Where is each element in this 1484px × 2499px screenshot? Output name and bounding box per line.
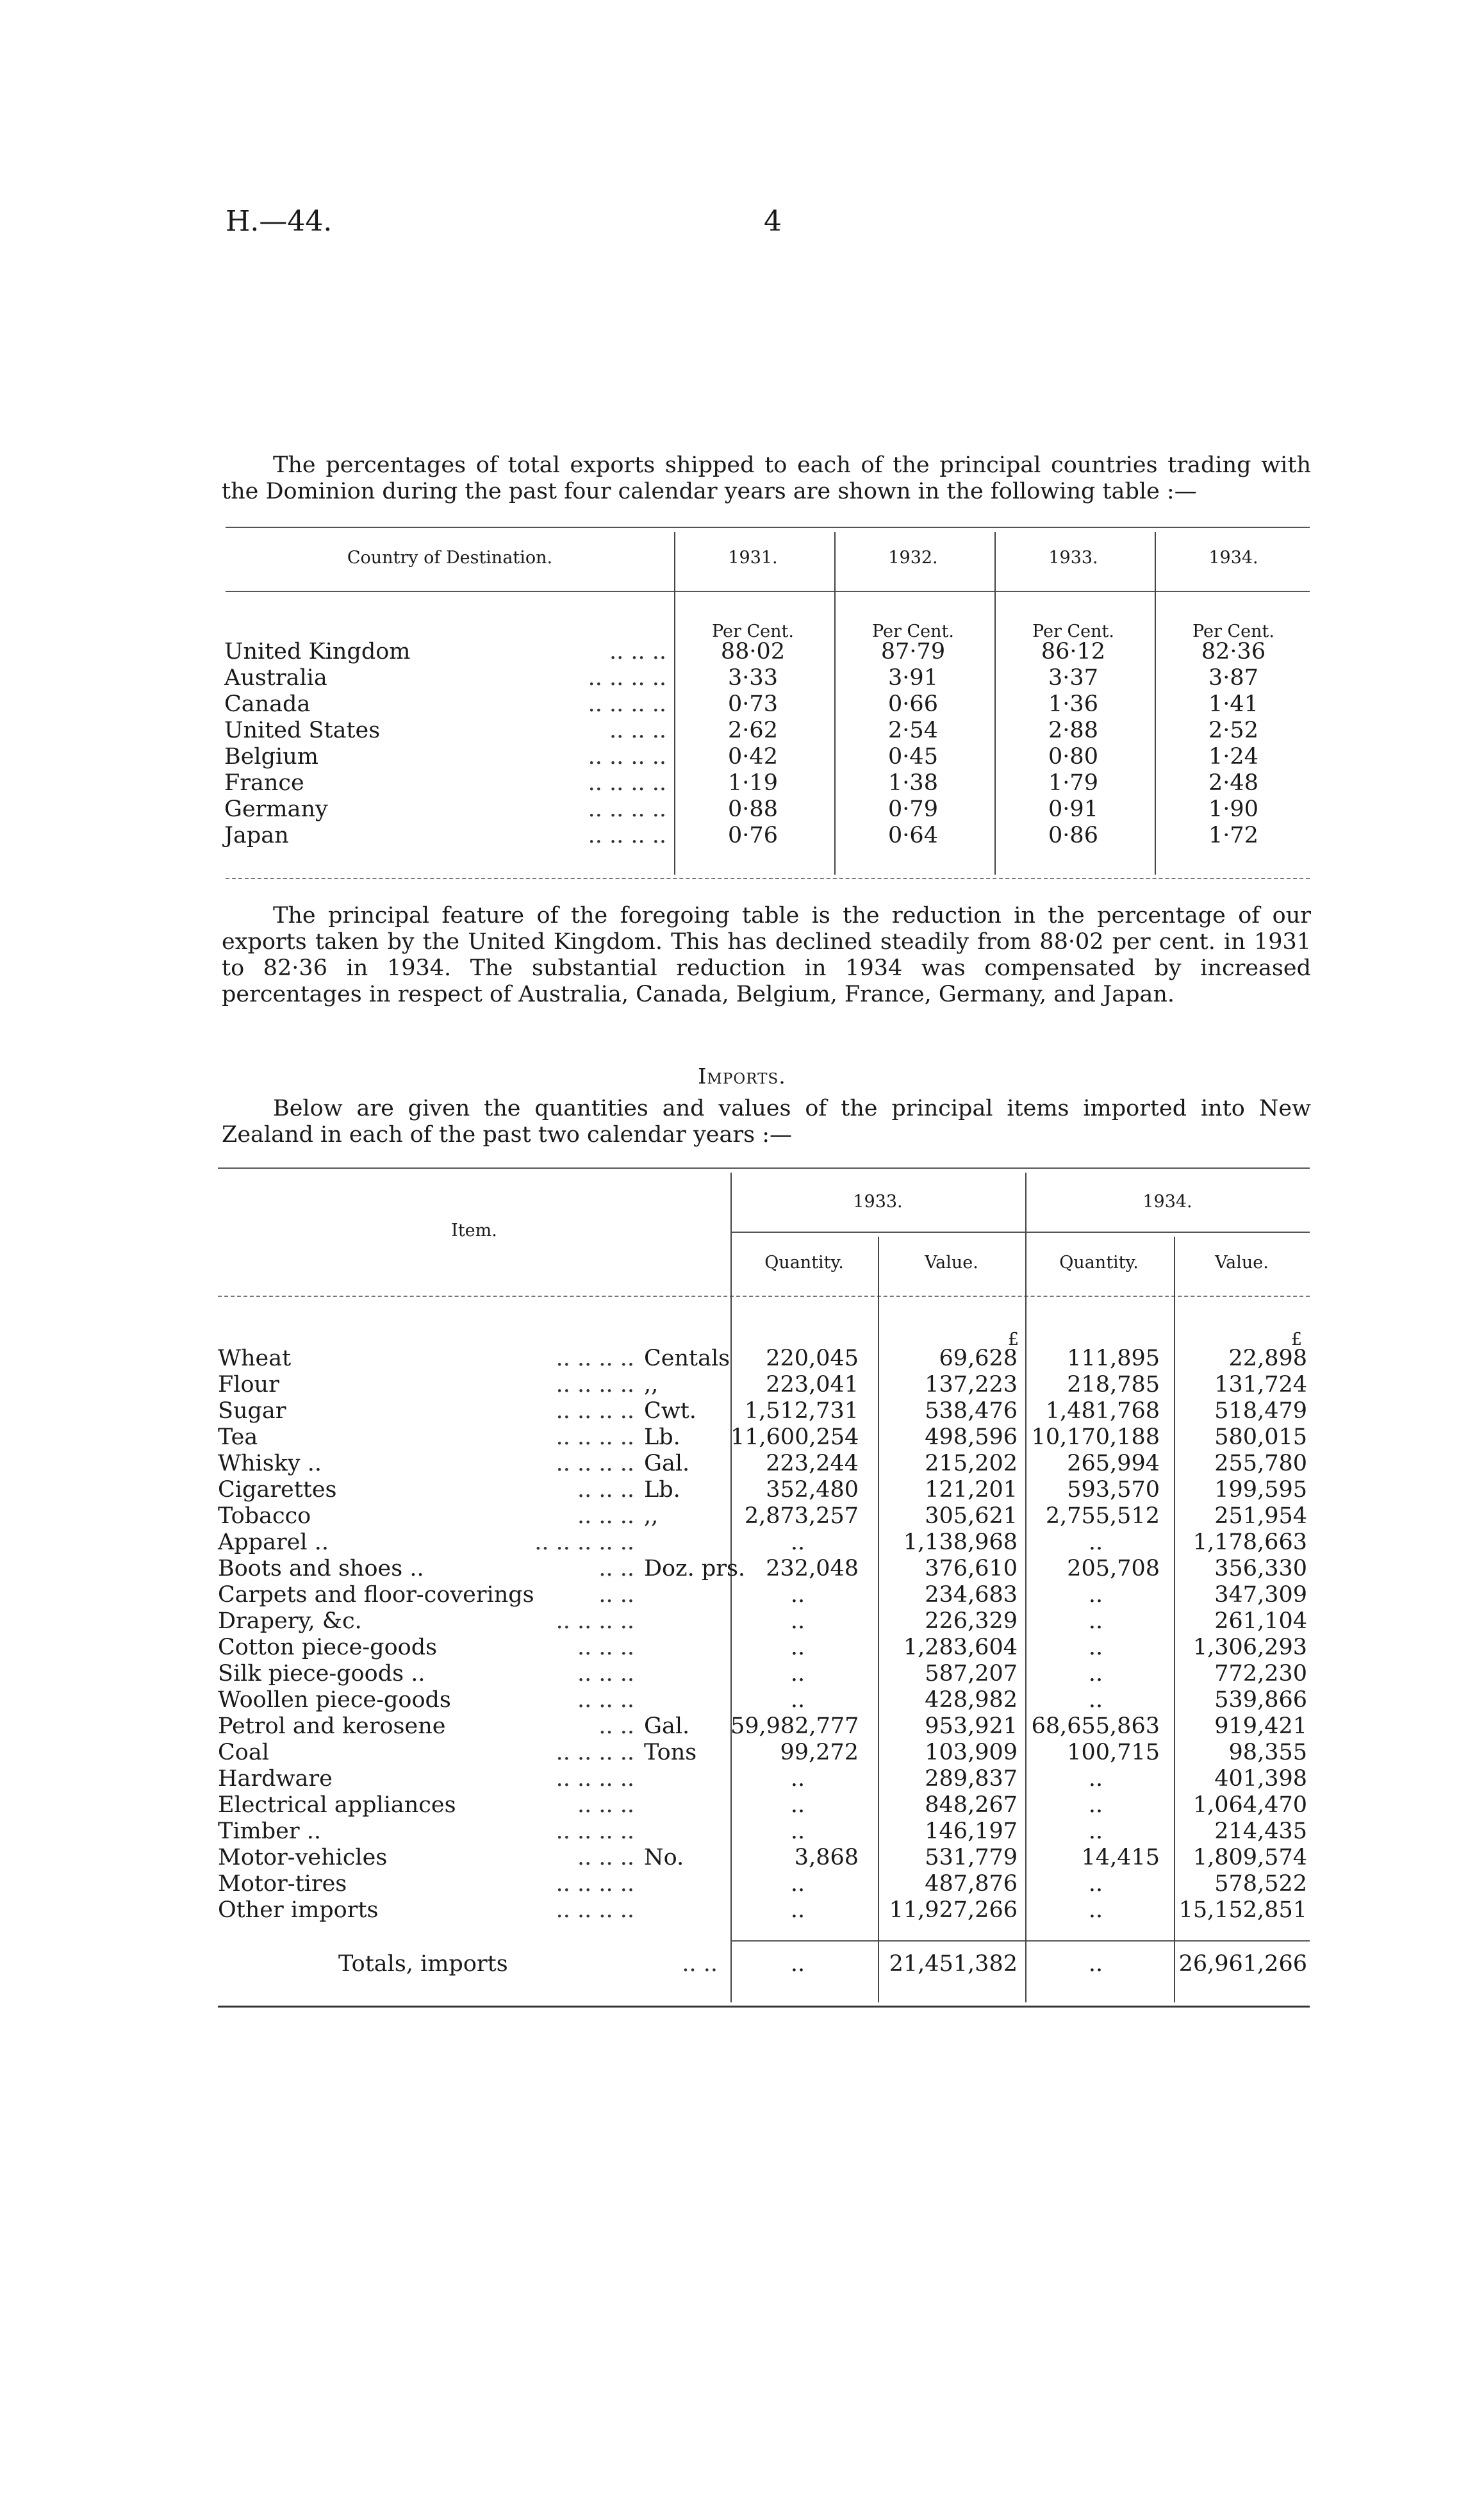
percentage-value: 0·73 (728, 691, 778, 717)
leader-dots: .. .. .. (577, 1687, 634, 1713)
percentage-value: 1·90 (1208, 796, 1258, 822)
import-q34-value: 100,715 (1067, 1740, 1160, 1765)
import-unit: Doz. prs. (644, 1556, 746, 1581)
import-unit: Lb. (644, 1477, 680, 1503)
percentage-value: 1·41 (1208, 691, 1258, 717)
import-q33-value: 11,600,254 (730, 1424, 859, 1450)
import-q34-value: 1,481,768 (1045, 1398, 1160, 1424)
import-v33-value: 11,927,266 (889, 1897, 1018, 1923)
leader-dots: .. .. .. .. (588, 691, 666, 717)
leader-dots: .. .. .. (609, 718, 666, 743)
import-q33-value: .. (790, 1766, 805, 1792)
imports-intro-text: Below are given the quantities and values of the principal items imported into New Zealand in each of the past two calendar years :— (222, 1096, 1311, 1148)
currency-symbol: £ (1290, 1330, 1302, 1349)
imports-table-top-rule (218, 1167, 1310, 1169)
import-q34-value: .. (1088, 1582, 1103, 1608)
country-name: Belgium (224, 744, 318, 770)
import-v34-value: 356,330 (1214, 1556, 1307, 1581)
import-item-name: Hardware (218, 1766, 333, 1792)
leader-dots: .. .. .. .. (556, 1871, 634, 1897)
import-q34-value: 14,415 (1081, 1845, 1160, 1870)
import-q33-value: 59,982,777 (730, 1713, 859, 1739)
totals-v33-value: 21,451,382 (889, 1951, 1018, 1977)
value-column-header: Value. (1215, 1253, 1269, 1273)
exports-analysis-text: The principal feature of the foregoing table is the reduction in the percentage of our exports taken by the United Kingdom. This has declined steadily from 88·02 per cent. in 1931 to 82·36 in 1934. The substantial reduction in 1934 was compensated by increased percentages in respect of Australia, Canada, Belgium, France, Germany, and Japan. (222, 903, 1311, 1007)
per-cent-unit-label: Per Cent. (1192, 622, 1274, 641)
import-v34-value: 919,421 (1214, 1713, 1307, 1739)
imports-totals-top-rule (730, 1940, 1310, 1942)
country-name: Canada (224, 691, 311, 717)
leader-dots: .. .. .. (577, 1661, 634, 1687)
leader-dots: .. .. .. .. (588, 770, 666, 796)
import-unit: Centals (644, 1346, 730, 1371)
import-v33-value: 69,628 (939, 1346, 1018, 1371)
import-v33-value: 848,267 (925, 1792, 1018, 1818)
currency-symbol: £ (1007, 1330, 1019, 1349)
quantity-column-header: Quantity. (1059, 1253, 1139, 1273)
leader-dots: .. .. (598, 1713, 634, 1739)
leader-dots: .. .. .. .. (588, 823, 666, 848)
import-v33-value: 531,779 (925, 1845, 1018, 1870)
import-q33-value: 1,512,731 (744, 1398, 859, 1424)
import-q33-value: .. (790, 1635, 805, 1660)
import-q33-value: .. (790, 1792, 805, 1818)
import-item-name: Flour (218, 1372, 279, 1398)
import-item-name: Coal (218, 1740, 269, 1765)
per-cent-unit-label: Per Cent. (872, 622, 954, 641)
year-column-header: 1931. (728, 548, 778, 568)
import-q33-value: .. (790, 1530, 805, 1555)
import-v33-value: 226,329 (925, 1608, 1018, 1634)
import-v33-value: 376,610 (925, 1556, 1018, 1581)
leader-dots: .. .. .. (577, 1792, 634, 1818)
import-q33-value: 99,272 (780, 1740, 859, 1765)
year-1933-header: 1933. (853, 1192, 903, 1212)
exports-analysis-paragraph (222, 903, 1311, 1008)
percentage-value: 2·54 (888, 718, 938, 743)
percentage-value: 87·79 (880, 639, 946, 664)
import-item-name: Woollen piece-goods (218, 1687, 451, 1713)
value-column-header: Value. (925, 1253, 978, 1273)
import-unit: ,, (644, 1372, 659, 1398)
import-unit: No. (644, 1845, 684, 1870)
import-q34-value: .. (1088, 1819, 1103, 1844)
exports-table-header-rule (226, 591, 1310, 592)
import-v34-value: 255,780 (1214, 1451, 1307, 1476)
import-q33-value: 232,048 (766, 1556, 859, 1581)
leader-dots: .. .. .. .. (556, 1346, 634, 1371)
import-q34-value: 265,994 (1067, 1451, 1160, 1476)
percentage-value: 3·33 (728, 665, 778, 691)
import-unit: Lb. (644, 1424, 680, 1450)
import-v34-value: 1,178,663 (1192, 1530, 1307, 1555)
import-v33-value: 428,982 (925, 1687, 1018, 1713)
import-q34-value: 593,570 (1067, 1477, 1160, 1503)
totals-v34-value: 26,961,266 (1178, 1951, 1307, 1977)
import-v34-value: 98,355 (1228, 1740, 1307, 1765)
import-q34-value: 111,895 (1067, 1346, 1160, 1371)
import-item-name: Electrical appliances (218, 1792, 456, 1818)
percentage-value: 0·79 (888, 796, 938, 822)
import-v34-value: 199,595 (1214, 1477, 1307, 1503)
import-v33-value: 305,621 (925, 1503, 1018, 1529)
leader-dots: .. .. (598, 1556, 634, 1581)
percentage-value: 2·62 (728, 718, 778, 743)
import-unit: ,, (644, 1503, 659, 1529)
leader-dots: .. .. .. .. (556, 1608, 634, 1634)
imports-table-bottom-rule (218, 2006, 1310, 2008)
percentage-value: 2·52 (1208, 718, 1258, 743)
import-v34-value: 214,435 (1214, 1819, 1307, 1844)
leader-dots: .. .. .. .. (588, 744, 666, 770)
import-v33-value: 121,201 (925, 1477, 1018, 1503)
percentage-value: 1·36 (1048, 691, 1098, 717)
import-q33-value: .. (790, 1608, 805, 1634)
import-v34-value: 539,866 (1214, 1687, 1307, 1713)
import-v34-value: 578,522 (1214, 1871, 1307, 1897)
import-item-name: Boots and shoes .. (218, 1556, 424, 1581)
leader-dots: .. .. .. .. (556, 1897, 634, 1923)
import-q34-value: .. (1088, 1897, 1103, 1923)
import-q33-value: .. (790, 1871, 805, 1897)
percentage-value: 1·72 (1208, 823, 1258, 848)
import-item-name: Tobacco (218, 1503, 311, 1529)
import-q34-value: .. (1088, 1608, 1103, 1634)
import-item-name: Cotton piece-goods (218, 1635, 438, 1660)
leader-dots: .. .. (682, 1951, 718, 1977)
percentage-value: 0·42 (728, 744, 778, 770)
import-q34-value: .. (1088, 1661, 1103, 1687)
import-item-name: Other imports (218, 1897, 379, 1923)
leader-dots: .. .. .. .. (556, 1398, 634, 1424)
year-1934-header: 1934. (1142, 1192, 1192, 1212)
import-item-name: Whisky .. (218, 1451, 322, 1476)
percentage-value: 82·36 (1201, 639, 1266, 664)
import-v33-value: 538,476 (925, 1398, 1018, 1424)
percentage-value: 1·38 (888, 770, 938, 796)
import-v33-value: 146,197 (925, 1819, 1018, 1844)
percentage-value: 86·12 (1041, 639, 1106, 664)
import-q33-value: .. (790, 1819, 805, 1844)
quantity-column-header: Quantity. (764, 1253, 844, 1273)
import-item-name: Wheat (218, 1346, 292, 1371)
country-column-header: Country of Destination. (347, 548, 553, 568)
import-q33-value: 220,045 (766, 1346, 859, 1371)
imports-header-rule (218, 1296, 1310, 1297)
leader-dots: .. .. .. .. (556, 1424, 634, 1450)
country-name: Japan (224, 823, 289, 848)
import-v34-value: 1,809,574 (1192, 1845, 1307, 1870)
import-item-name: Apparel .. (218, 1530, 329, 1555)
page-number: 4 (764, 205, 782, 238)
import-v34-value: 22,898 (1228, 1346, 1307, 1371)
leader-dots: .. .. .. (577, 1477, 634, 1503)
document-reference: H.—44. (226, 205, 333, 238)
country-name: France (224, 770, 304, 796)
year-column-header: 1934. (1208, 548, 1258, 568)
percentage-value: 3·87 (1208, 665, 1258, 691)
percentage-value: 3·37 (1048, 665, 1098, 691)
import-v34-value: 15,152,851 (1178, 1897, 1307, 1923)
percentage-value: 0·80 (1048, 744, 1098, 770)
import-v34-value: 261,104 (1214, 1608, 1307, 1634)
import-unit: Gal. (644, 1451, 690, 1476)
import-v34-value: 518,479 (1214, 1398, 1307, 1424)
import-v33-value: 953,921 (925, 1713, 1018, 1739)
leader-dots: .. .. .. (577, 1503, 634, 1529)
import-v33-value: 103,909 (925, 1740, 1018, 1765)
leader-dots: .. .. .. (609, 639, 666, 664)
import-q34-value: .. (1088, 1687, 1103, 1713)
totals-q33-value: .. (790, 1951, 805, 1977)
leader-dots: .. .. .. .. (588, 665, 666, 691)
import-v33-value: 137,223 (925, 1372, 1018, 1398)
leader-dots: .. .. .. .. (556, 1451, 634, 1476)
import-v34-value: 772,230 (1214, 1661, 1307, 1687)
import-q33-value: 352,480 (766, 1477, 859, 1503)
import-item-name: Drapery, &c. (218, 1608, 362, 1634)
import-v34-value: 580,015 (1214, 1424, 1307, 1450)
country-name: Germany (224, 796, 328, 822)
percentage-value: 0·88 (728, 796, 778, 822)
import-v34-value: 131,724 (1214, 1372, 1307, 1398)
per-cent-unit-label: Per Cent. (1032, 622, 1114, 641)
percentage-value: 3·91 (888, 665, 938, 691)
year-column-header: 1933. (1048, 548, 1098, 568)
percentage-value: 2·88 (1048, 718, 1098, 743)
percentage-value: 1·19 (728, 770, 778, 796)
import-q34-value: 2,755,512 (1045, 1503, 1160, 1529)
exports-table-top-rule (226, 527, 1310, 528)
leader-dots: .. .. .. .. (588, 796, 666, 822)
percentage-value: 0·91 (1048, 796, 1098, 822)
percentage-value: 0·45 (888, 744, 938, 770)
country-name: United States (224, 718, 381, 743)
leader-dots: .. .. .. .. (556, 1372, 634, 1398)
country-name: Australia (224, 665, 327, 691)
import-q33-value: .. (790, 1897, 805, 1923)
import-unit: Gal. (644, 1713, 690, 1739)
percentage-value: 1·79 (1048, 770, 1098, 796)
import-v33-value: 587,207 (925, 1661, 1018, 1687)
import-v33-value: 1,283,604 (903, 1635, 1018, 1660)
item-column-header: Item. (451, 1221, 497, 1241)
totals-q34-value: .. (1088, 1951, 1103, 1977)
percentage-value: 0·76 (728, 823, 778, 848)
import-q34-value: 68,655,863 (1031, 1713, 1160, 1739)
country-name: United Kingdom (224, 639, 411, 664)
import-item-name: Sugar (218, 1398, 286, 1424)
leader-dots: .. .. .. .. (556, 1766, 634, 1792)
import-q34-value: 218,785 (1067, 1372, 1160, 1398)
import-item-name: Carpets and floor-coverings (218, 1582, 534, 1608)
import-q34-value: 10,170,188 (1031, 1424, 1160, 1450)
import-q33-value: 223,244 (766, 1451, 859, 1476)
exports-intro-text: The percentages of total exports shipped to each of the principal countries trading with the Dominion during the past four calendar years are shown in the following table :— (222, 452, 1311, 504)
import-v33-value: 1,138,968 (903, 1530, 1018, 1555)
import-v34-value: 1,306,293 (1192, 1635, 1307, 1660)
import-q33-value: 223,041 (766, 1372, 859, 1398)
percentage-value: 0·86 (1048, 823, 1098, 848)
per-cent-unit-label: Per Cent. (712, 622, 794, 641)
leader-dots: .. .. .. (577, 1845, 634, 1870)
leader-dots: .. .. .. .. .. (534, 1530, 634, 1555)
import-v34-value: 1,064,470 (1192, 1792, 1307, 1818)
import-q34-value: .. (1088, 1766, 1103, 1792)
import-q34-value: .. (1088, 1635, 1103, 1660)
import-v33-value: 215,202 (925, 1451, 1018, 1476)
import-v33-value: 498,596 (925, 1424, 1018, 1450)
import-v34-value: 401,398 (1214, 1766, 1307, 1792)
exports-intro-paragraph (222, 452, 1311, 505)
import-item-name: Motor-vehicles (218, 1845, 388, 1870)
leader-dots: .. .. (598, 1582, 634, 1608)
import-v34-value: 347,309 (1214, 1582, 1307, 1608)
import-item-name: Silk piece-goods .. (218, 1661, 425, 1687)
imports-heading: Imports. (698, 1064, 786, 1089)
imports-intro-paragraph (222, 1096, 1311, 1148)
import-item-name: Petrol and kerosene (218, 1713, 446, 1739)
percentage-value: 0·64 (888, 823, 938, 848)
leader-dots: .. .. .. .. (556, 1819, 634, 1844)
percentage-value: 1·24 (1208, 744, 1258, 770)
import-unit: Tons (644, 1740, 697, 1765)
import-q33-value: .. (790, 1661, 805, 1687)
import-q33-value: .. (790, 1582, 805, 1608)
import-v33-value: 487,876 (925, 1871, 1018, 1897)
import-q34-value: 205,708 (1067, 1556, 1160, 1581)
year-column-header: 1932. (888, 548, 938, 568)
import-item-name: Motor-tires (218, 1871, 347, 1897)
import-v34-value: 251,954 (1214, 1503, 1307, 1529)
import-item-name: Cigarettes (218, 1477, 337, 1503)
import-item-name: Timber .. (218, 1819, 321, 1844)
percentage-value: 88·02 (720, 639, 786, 664)
leader-dots: .. .. .. (577, 1635, 634, 1660)
import-q34-value: .. (1088, 1530, 1103, 1555)
import-q33-value: 2,873,257 (744, 1503, 859, 1529)
import-q33-value: .. (790, 1687, 805, 1713)
import-v33-value: 289,837 (925, 1766, 1018, 1792)
exports-table-bottom-rule (226, 878, 1310, 879)
import-q34-value: .. (1088, 1792, 1103, 1818)
percentage-value: 2·48 (1208, 770, 1258, 796)
leader-dots: .. .. .. .. (556, 1740, 634, 1765)
import-q33-value: 3,868 (794, 1845, 859, 1870)
import-v33-value: 234,683 (925, 1582, 1018, 1608)
percentage-value: 0·66 (888, 691, 938, 717)
import-unit: Cwt. (644, 1398, 697, 1424)
import-item-name: Tea (218, 1424, 258, 1450)
imports-year-underline (730, 1232, 1310, 1233)
import-q34-value: .. (1088, 1871, 1103, 1897)
totals-label: Totals, imports (338, 1951, 508, 1977)
